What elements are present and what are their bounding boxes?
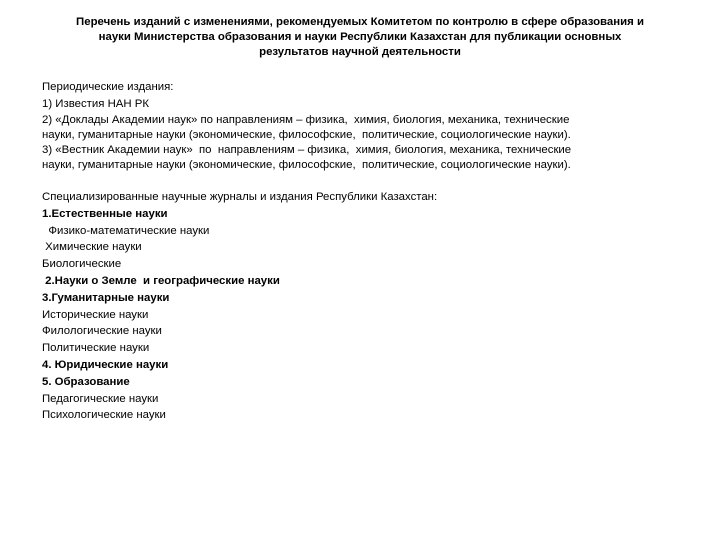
subject-pedagogy: Педагогические науки: [42, 392, 159, 405]
periodical-item-2-line-2: науки, гуманитарные науки (экономические, философские, политические, социологические науки).: [42, 128, 571, 141]
periodicals-heading: Периодические издания:: [42, 81, 174, 93]
periodical-item-3-line-1: 3) «Вестник Академии наук» по направлениям – физика, химия, биология, механика, технические: [42, 144, 572, 157]
subject-biology: Биологические: [42, 258, 122, 271]
periodical-item-1: 1) Известия НАН РК: [42, 98, 150, 111]
document-title: [40, 15, 680, 60]
periodical-item-3-line-2: науки, гуманитарные науки (экономические, философские, политические, социологические науки).: [42, 159, 571, 172]
specialized-heading: Специализированные научные журналы и издания Республики Казахстан:: [42, 191, 438, 203]
category-humanities: 3.Гуманитарные науки: [42, 291, 170, 304]
category-earth-sciences: 2.Науки о Земле и географические науки: [42, 274, 280, 287]
subject-psychology: Психологические науки: [42, 409, 166, 422]
category-law: 4. Юридические науки: [42, 358, 169, 371]
periodical-item-2-line-1: 2) «Доклады Академии наук» по направлениям – физика, химия, биология, механика, технические: [42, 113, 570, 126]
subject-history: Исторические науки: [42, 308, 149, 321]
title-line-2: науки Министерства образования и науки Республики Казахстан для публикации основных: [98, 31, 622, 43]
subject-chemistry: Химические науки: [42, 241, 142, 254]
category-education: 5. Образование: [42, 375, 130, 388]
category-natural-sciences: 1.Естественные науки: [42, 207, 168, 220]
specialized-section: [42, 189, 692, 424]
subject-politics: Политические науки: [42, 342, 150, 355]
title-line-1: Перечень изданий с изменениями, рекомендуемых Комитетом по контролю в сфере образования и: [76, 16, 644, 28]
periodicals-section: [42, 80, 692, 174]
subject-physmath: Физико-математические науки: [42, 224, 210, 237]
subject-philology: Филологические науки: [42, 325, 162, 338]
title-line-3: результатов научной деятельности: [259, 46, 461, 58]
